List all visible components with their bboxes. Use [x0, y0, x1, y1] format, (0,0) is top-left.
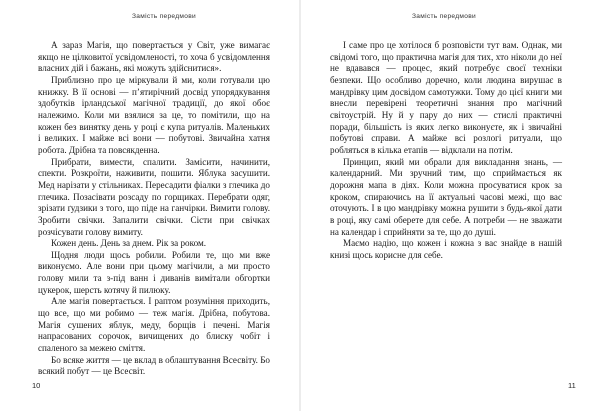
paragraph: Принцип, який ми обрали для викладання знань, — календарний. Ми зручний тим, що сприймається як дорожня мапа в діях. Коли можна просуватися крок за кроком, спираючись на її актуальні часові межі, що вас оточують. І в цю мандрівку можна рушити з будь-якої дати в році, яку самі оберете для себе. А потреби — не зважати на календар і сприйняти за те, що до душі.: [330, 156, 562, 237]
paragraph: Бо всяке життя — це вклад в облаштування Всесвіту. Бо всякий побут — це Всесвіт.: [38, 354, 270, 377]
paragraph: Але магія повертається. І раптом розуміння приходить, що все, що ми робимо — теж магія. Дрібна, побутова. Магія сушених яблук, меду, борщів і печені. Магія напрасованих сорочок, вичищених до блиску чобіт і спаленого за межею сміття.: [38, 296, 270, 354]
running-head: Замість передмови: [412, 13, 476, 20]
paragraph: Кожен день. День за днем. Рік за роком.: [51, 238, 207, 249]
body-text: [38, 40, 270, 378]
paragraph: Прибрати, вимести, спалити. Замісити, начинити, спекти. Розкроїти, наживити, пошити. Яблука засушити. Мед нарізати у стільниках. Пересадити фіалки з глечика до глечика. Позасівати розсаду по горщиках. Перебрати одяг, зрізати ґудзики з того, що піде на ганчірки. Вимити голову. Зробити свічки. Запалити свічки. Сісти при свічках розчісувати голову вимиту.: [38, 156, 270, 237]
paragraph: Приблизно про це міркували й ми, коли готували цю книжку. В її основі — п’ятирічний досвід упорядкування здобутків ірландської магічної традиції, до якої обоє належимо. Коли ми взялися за це, то помітили, що на кожен без винятку день у році є купа ритуалів. Маленьких і великих. І майже всі вони — побутові. Звичайна хатня робота. Дрібна та повсякденна.: [38, 74, 270, 155]
running-head: Замість передмови: [132, 13, 196, 20]
paragraph: Щодня люди щось робили. Робили те, що ми вже виконуємо. Але вони при цьому магічили, а ми просто голову мили та з-під ванн і диванів вимітали обгортки цукерок, шерсть котячу й пилюку.: [38, 249, 270, 295]
body-text: [330, 40, 562, 261]
right-page: [300, 0, 600, 411]
page-number: 11: [568, 381, 576, 390]
page-number: 10: [32, 381, 41, 390]
paragraph: А зараз Магія, що повертається у Світ, уже вимагає якщо не цілковитої усвідомленості, то хоча б усвідомлення власних дій і бажань, які можуть здійснитися».: [38, 40, 270, 74]
paragraph: Маємо надію, що кожен і кожна з вас знайде в нашій книзі щось корисне для себе.: [330, 238, 562, 260]
paragraph: І саме про це хотілося б розповісти тут вам. Однак, ми свідомі того, що практична магія для тих, хто ніколи до неї не вдавався — процес, який потребує своєї техніки безпеки. Що особливо доречно, коли людина вирушає в мандрівку цим досвідом самотужки. Тому до цієї книги ми внесли перевірені теоретичні знання про магічний світоустрій. Ну й у пару до них — стислі практичні поради, більшість із яких легко виконуєте, як і звичайні побутові справи. А майже всі розлогі ритуали, що робляться в кілька етапів — відклали на потім.: [330, 40, 562, 155]
